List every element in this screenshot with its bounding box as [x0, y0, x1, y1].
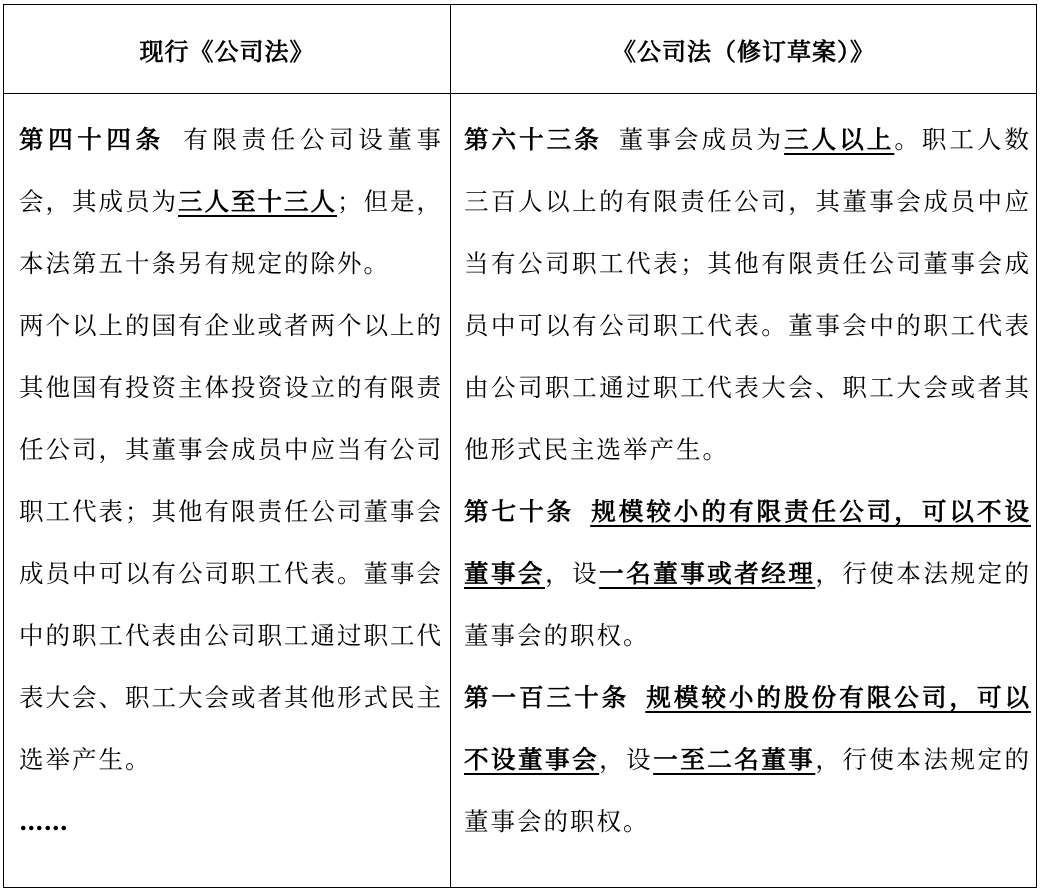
article-number: 第六十三条: [464, 125, 602, 154]
column-divider: [450, 5, 451, 887]
article-number: 第四十四条: [19, 125, 165, 154]
draft-article-130: [464, 667, 1031, 853]
underlined-text: 规模较小的有限责任公司，可以不设董事会: [464, 497, 1032, 588]
ellipsis-text: ……: [19, 807, 68, 836]
header-current-law: 现行《公司法》: [139, 36, 315, 66]
current-article-44-para2: [19, 295, 443, 791]
header-draft-law: 《公司法（修订草案）》: [612, 36, 875, 66]
underlined-text: 三人以上: [784, 125, 895, 154]
underlined-text: 三人至十三人: [178, 187, 337, 216]
article-number: 第七十条: [464, 497, 575, 526]
comparison-table: [3, 4, 1037, 888]
draft-law-column: [464, 109, 1031, 853]
article-text: ；但是，本法第五十条另有规定的除外。: [19, 187, 443, 278]
ellipsis: [19, 791, 443, 853]
article-text: ，行使本法规定的董事会的职权。: [464, 745, 1032, 836]
article-text: ，设: [599, 745, 654, 774]
underlined-text: 一至二名董事: [653, 745, 816, 774]
draft-article-70: [464, 481, 1031, 667]
article-text: ，设: [545, 559, 600, 588]
current-article-44: [19, 109, 443, 295]
article-number: 第一百三十条: [464, 683, 630, 712]
article-text: 。职工人数三百人以上的有限责任公司，其董事会成员中应当有公司职工代表；其他有限责任公司董事会成员中可以有公司职工代表。董事会中的职工代表由公司职工通过职工代表大会、职工大会或者其他形式民主选举产生。: [464, 125, 1032, 464]
article-text: 董事会成员为: [617, 125, 785, 154]
article-text: ，行使本法规定的董事会的职权。: [464, 559, 1032, 650]
draft-article-63: [464, 109, 1031, 481]
current-law-column: [19, 109, 443, 853]
article-text: 两个以上的国有企业或者两个以上的其他国有投资主体投资设立的有限责任公司，其董事会成员中应当有公司职工代表；其他有限责任公司董事会成员中可以有公司职工代表。董事会中的职工代表由公司职工通过职工代表大会、职工大会或者其他形式民主选举产生。: [19, 311, 443, 774]
article-text: 有限责任公司设董事会，其成员为: [19, 125, 444, 216]
underlined-text: 规模较小的股份有限公司，可以不设董事会: [464, 683, 1032, 774]
underlined-text: 一名董事或者经理: [599, 559, 816, 588]
